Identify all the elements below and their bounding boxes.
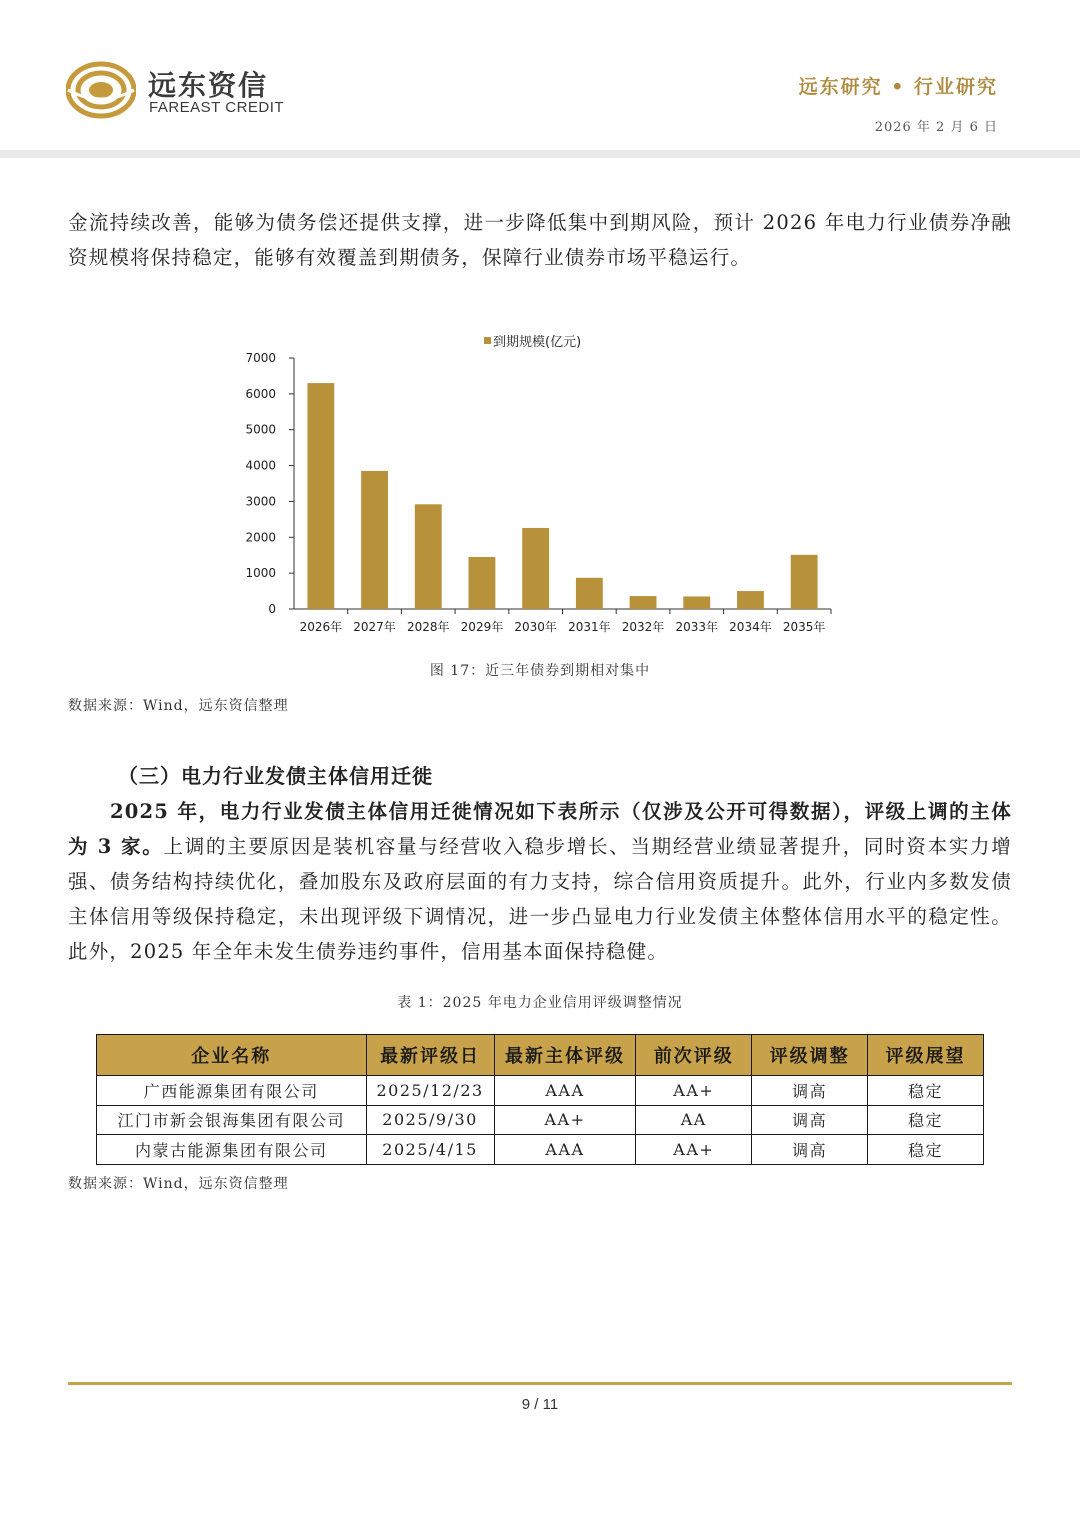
brand-name-en: FAREAST CREDIT	[149, 99, 285, 116]
bar-2033年	[683, 596, 710, 609]
rating-adjustment-table	[96, 1034, 984, 1165]
x-tick-label: 2026年	[299, 620, 343, 634]
header-company: 企业名称	[97, 1035, 367, 1076]
cell-company: 广西能源集团有限公司	[97, 1076, 367, 1106]
y-tick-label: 2000	[245, 530, 276, 545]
bar-2035年	[791, 555, 818, 609]
x-tick-label: 2029年	[460, 620, 504, 634]
cell-adjustment: 调高	[752, 1135, 868, 1165]
cell-company: 江门市新会银海集团有限公司	[97, 1105, 367, 1135]
table-row	[97, 1105, 984, 1135]
subsection-title: （三）电力行业发债主体信用迁徙	[118, 764, 433, 788]
cell-company: 内蒙古能源集团有限公司	[97, 1135, 367, 1165]
x-tick-label: 2033年	[675, 620, 719, 634]
report-date: 2026 年 2 月 6 日	[874, 120, 998, 135]
bar-2027年	[361, 471, 388, 609]
header-latest-date: 最新评级日	[366, 1035, 494, 1076]
y-tick-label: 1000	[245, 566, 276, 581]
y-tick-label: 7000	[245, 351, 276, 365]
cell-outlook: 稳定	[868, 1105, 984, 1135]
x-tick-label: 2034年	[729, 620, 772, 634]
bar-2030年	[522, 528, 549, 609]
x-labels	[300, 609, 831, 634]
y-tick-label: 5000	[245, 422, 276, 437]
section-label: 远东研究 • 行业研究	[798, 76, 998, 98]
header-adjustment: 评级调整	[752, 1035, 868, 1076]
header-latest-rating: 最新主体评级	[494, 1035, 636, 1076]
header-outlook: 评级展望	[868, 1035, 984, 1076]
legend-swatch	[484, 337, 491, 344]
bar-2029年	[469, 557, 496, 609]
x-tick-label: 2035年	[782, 620, 826, 634]
paragraph-lead: 2025 年，电力行业发债主体信用迁徙情况如下表所示（仅涉及公开可得数据），评级上调的主体为 3 家。	[68, 800, 1012, 858]
figure-caption: 图 17：近三年债券到期相对集中	[429, 663, 651, 679]
x-tick-label: 2027年	[353, 620, 396, 634]
cell-latest-rating: AA+	[494, 1105, 636, 1135]
table-row	[97, 1076, 984, 1106]
page-number: 9 / 11	[521, 1396, 559, 1413]
header-divider	[0, 150, 1080, 158]
maturity-chart	[230, 322, 850, 642]
x-tick-label: 2031年	[568, 620, 611, 634]
y-ticks	[245, 351, 294, 616]
cell-latest-rating: AAA	[494, 1076, 636, 1106]
bars	[307, 383, 817, 609]
bar-2034年	[737, 591, 764, 609]
table-header-row	[97, 1035, 984, 1076]
data-source-2: 数据来源：Wind，远东资信整理	[68, 1176, 289, 1192]
cell-previous-rating: AA+	[636, 1135, 752, 1165]
table-caption: 表 1：2025 年电力企业信用评级调整情况	[397, 995, 683, 1011]
cell-date: 2025/12/23	[366, 1076, 494, 1106]
cell-outlook: 稳定	[868, 1135, 984, 1165]
y-tick-label: 0	[268, 602, 276, 616]
y-tick-label: 3000	[245, 494, 276, 509]
legend-label: 到期规模(亿元)	[493, 335, 582, 350]
cell-previous-rating: AA	[636, 1105, 752, 1135]
cell-date: 2025/9/30	[366, 1105, 494, 1135]
bar-2026年	[307, 383, 334, 609]
cell-outlook: 稳定	[868, 1076, 984, 1106]
bar-2031年	[576, 578, 603, 609]
credit-migration-paragraph	[68, 794, 1012, 969]
x-tick-label: 2028年	[406, 620, 450, 634]
brand-name-cn: 远东资信	[148, 69, 269, 102]
fareast-logo-icon	[66, 60, 136, 120]
cell-latest-rating: AAA	[494, 1135, 636, 1165]
x-tick-label: 2032年	[621, 620, 665, 634]
table-row	[97, 1135, 984, 1165]
cell-previous-rating: AA+	[636, 1076, 752, 1106]
maturity-bar-chart	[230, 322, 850, 642]
bar-2032年	[630, 596, 657, 609]
x-tick-label: 2030年	[514, 620, 557, 634]
cell-adjustment: 调高	[752, 1105, 868, 1135]
y-tick-label: 6000	[245, 386, 276, 401]
data-source-1: 数据来源：Wind，远东资信整理	[68, 698, 289, 714]
y-tick-label: 4000	[245, 458, 276, 473]
header-previous-rating: 前次评级	[636, 1035, 752, 1076]
cell-date: 2025/4/15	[366, 1135, 494, 1165]
footer-divider	[68, 1382, 1012, 1385]
paragraph-body: 上调的主要原因是装机容量与经营收入稳步增长、当期经营业绩显著提升，同时资本实力增强、债务结构持续优化，叠加股东及政府层面的有力支持，综合信用资质提升。此外，行业内多数发债主体信用等级保持稳定，未出现评级下调情况，进一步凸显电力行业发债主体整体信用水平的稳定性。此外，2025 年全年未发生债券违约事件，信用基本面保持稳健。	[68, 835, 1012, 963]
cell-adjustment: 调高	[752, 1076, 868, 1106]
bar-2028年	[415, 504, 442, 609]
page-header	[0, 0, 1080, 150]
intro-paragraph: 金流持续改善，能够为债务偿还提供支撑，进一步降低集中到期风险，预计 2026 年电力行业债券净融资规模将保持稳定，能够有效覆盖到期债务，保障行业债券市场平稳运行。	[68, 211, 1012, 269]
